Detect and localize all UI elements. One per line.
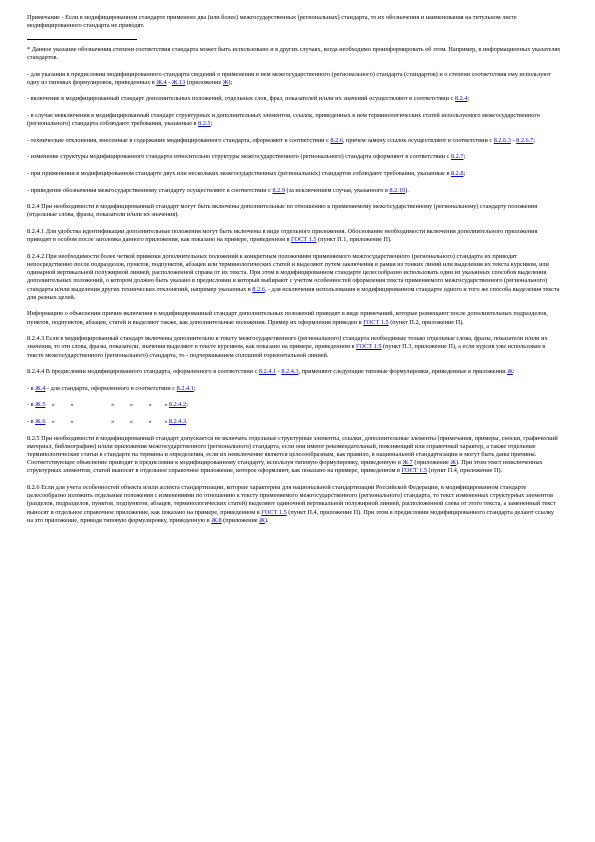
ditto-mark: »: [164, 417, 168, 425]
section-text: 8.2.4.3 Если в модифицированный стандарт включены дополнительно к тексту межгосударственного (регионального) стандарта необходимые только отдельные слова, фразы, показатели и/или их значения, то эти слова, фразы, показатели, значения выделяют в тексте курсивом, как показано на примере, приведенном в: [27, 335, 548, 351]
link-8-2-8[interactable]: 8.2.8: [450, 169, 464, 177]
note-paragraph: [27, 14, 561, 30]
section-text: 8.2.4.2 При необходимости более четкой привязки дополнительных положений к конкретным положениям применяемого межгосударственного (регионального) стандарта их приводят непосредственно после подразделов, пунктов, подпунктов, абзацев или терминологических статей и выделяют путем заключения в рамки из тонких линий или выделения их текста курсивом, или одинарной вертикальной полужирной линией, расположенной справа от их текста. При этом в модифицированном стандарте целесообразно использовать один из указанных способов выделения дополнительных положений, о котором должно быть указано в предисловии и который выбирают с учетом особенностей оформления текста применяемого межгосударственного (регионального) стандарта и/или выделения других технических отклонений, например указанных в: [27, 252, 549, 293]
link-zh13[interactable]: Ж.13: [171, 78, 186, 86]
link-8-2-4-1[interactable]: 8.2.4.1: [176, 384, 194, 392]
section-text: ).: [264, 516, 269, 524]
link-zh7[interactable]: Ж.7: [402, 459, 413, 467]
link-gost-1-5[interactable]: ГОСТ 1.5: [291, 236, 317, 244]
list-item-text: (за исключением случая, указанного в: [284, 186, 390, 194]
link-8-2-6-7[interactable]: 8.2.6.7: [516, 136, 534, 144]
section-text: (пункт П.2, приложение П).: [388, 318, 464, 326]
info-paragraph: [27, 310, 561, 326]
section-text: :: [512, 368, 515, 376]
section-8-2-4-1: [27, 228, 561, 244]
list-item-text: );: [228, 78, 233, 86]
list-item-text: - включение в модифицированный стандарт дополнительных положений, отдельных слов, фраз, показателей и/или их значений осуществляют в соответствии с: [27, 95, 455, 103]
section-text: (пункт П.4, приложение П).: [426, 467, 503, 475]
section-text: (приложение: [412, 459, 451, 467]
link-8-2-5[interactable]: 8.2.5: [198, 120, 211, 128]
footnote-rule: [27, 39, 137, 40]
list-item-text: (приложение: [185, 78, 223, 86]
list-item: [27, 137, 561, 145]
link-8-2-7[interactable]: 8.2.7: [451, 153, 464, 161]
ditto-mark: »: [129, 401, 133, 409]
list-item-text: - в: [27, 417, 36, 425]
list-item-text: - приведение обозначения межгосударственному стандарту осуществляют в соответствии с: [27, 186, 273, 194]
link-gost-1-5[interactable]: ГОСТ 1.5: [261, 508, 287, 516]
link-zh4[interactable]: Ж.4: [156, 78, 167, 86]
section-8-2-6: [27, 484, 561, 525]
section-text: Информацию о объяснении причин включения в модифицированный стандарт дополнительных положений приводят в виде примечаний, которые размещают после дополнительных подразделов, пунктов, подпунктов, абзацев, статей и выделяют также, как дополнительные положения. Пример их оформления приведен в: [27, 310, 548, 326]
link-zh6[interactable]: Ж.6: [35, 417, 46, 425]
list-item-text: .: [186, 417, 188, 425]
section-text: (приложение: [221, 516, 260, 524]
link-8-2-4-3[interactable]: 8.2.4.3: [281, 368, 299, 376]
list-item-text: ;: [533, 136, 536, 144]
section-8-2-4-4: [27, 368, 561, 376]
link-8-2-6[interactable]: 8.2.6: [330, 136, 343, 144]
list-item-text: ;: [210, 120, 213, 128]
link-appendix-zh[interactable]: Ж: [259, 516, 265, 524]
ditto-mark: »: [70, 417, 74, 425]
section-text: -: [276, 368, 282, 376]
list-item-text: -: [510, 136, 517, 144]
note-text: Примечание - Если в модифицированном стандарте применено два (или более) межгосударственных (региональных) стандарта, то их обозначения и наименования на титульном листе модифицированного стандарта не приводят.: [27, 14, 517, 30]
section-text: 8.2.6 Если для учета особенностей объекта и/или аспекта стандартизации, которые характерны для национальной стандартизации Российской Федерации, в модифицированном стандарте целесообразно изложить отдельные положения с изменениями по отношению к тексту применяемого межгосударственного (регионального) стандарта, то текст измененных структурных элементов (разделов, подразделов, пунктов, подпунктов, абзацев, терминологических статей) выделяют одиночной вертикальной полужирной линией, расположенной слева от этого текста, а замененный текст выносят в отдельное справочное приложение, как показано на примере, приведенном в: [27, 483, 556, 516]
list-item-text: ;: [186, 401, 188, 409]
list-item-text: - для стандарта, оформленного в соответствии с: [45, 384, 177, 392]
section-text: 8.2.4.1 Для удобства идентификации дополнительные положения могут быть включены в виде отдельного приложения. Обоснование необходимости включения дополнительного приложения приводят в особом после заголовка данного приложения, как показано на примере, приведенном в: [27, 227, 538, 244]
link-gost-1-5[interactable]: ГОСТ 1.5: [356, 343, 382, 351]
section-text: (пункт П.1, приложение П).: [316, 236, 392, 244]
ditto-mark: »: [111, 417, 115, 425]
section-8-2-4-2: [27, 253, 561, 302]
link-8-2-6-3[interactable]: 8.2.6.3: [493, 136, 511, 144]
section-8-2-5: [27, 435, 561, 476]
list-item: [27, 71, 561, 87]
ditto-mark: »: [51, 401, 55, 409]
list-item-text: - в случае невключения в модифицированный стандарт структурных и дополнительных элементов, ссылок, приведенных в нем терминологических статей используемого межгосударственного (регионального) стандарта соблюдают требования, указанные в: [27, 111, 540, 128]
ditto-mark: »: [51, 417, 55, 425]
list-item-text: ;: [463, 169, 466, 177]
link-appendix-zh[interactable]: Ж: [222, 78, 229, 86]
list-item-text: ;: [467, 95, 470, 103]
ditto-mark: »: [148, 401, 152, 409]
ditto-mark: »: [111, 401, 115, 409]
ditto-mark: »: [70, 401, 74, 409]
section-8-2-4-3: [27, 335, 561, 360]
section-text: , применяют следующие типовые формулировки, приведенные в приложении: [298, 368, 508, 376]
list-item-text: - в: [27, 384, 36, 392]
ditto-mark: »: [148, 417, 152, 425]
link-8-2-9[interactable]: 8.2.9: [272, 186, 285, 194]
list-item-text: ;: [193, 384, 196, 392]
link-zh5[interactable]: Ж.5: [35, 401, 46, 409]
list-item-text: - в: [27, 401, 36, 409]
link-zh4[interactable]: Ж.4: [35, 384, 46, 392]
list-item: [27, 112, 561, 128]
link-8-2-4-2[interactable]: 8.2.4.2: [168, 401, 187, 409]
list-item: [27, 385, 561, 393]
section-8-2-4: [27, 203, 561, 219]
list-item-text: -: [166, 78, 172, 86]
list-item-text: , причем замену ссылок осуществляют в соответствии с: [342, 136, 494, 144]
section-text: 8.2.4 При необходимости в модифицированный стандарт могут быть включены дополнительные по отношению к применяемому межгосударственному (региональному) стандарту положения (отдельные слова, фразы, показатели и/или их значения).: [27, 203, 538, 219]
list-item-text: - при применении в модифицированном стандарте двух или нескольких межгосударственных (региональных) стандартов соблюдают требования, указанные в: [27, 169, 451, 177]
list-item: [27, 401, 561, 409]
ditto-mark: »: [164, 401, 168, 409]
section-text: (пункт П.3, приложение П), а если курсив уже использован в тексте межгосударственного (регионального) стандарта, то - подчеркиванием сплошной горизонтальной линией.: [27, 343, 546, 359]
list-item: [27, 153, 561, 161]
section-text: (пункт П.4, приложение П). При этом в предисловии модифицированного стандарта делают ссылку на это приложение, приводя типовую формулировку, приведенную в: [27, 508, 555, 524]
link-8-2-4-3[interactable]: 8.2.4.3: [168, 417, 187, 425]
list-item-text: - для указания в предисловии модифицированного стандарта сведений о применении в нем межгосударственного (регионального) стандарта (стандартов) и о степени соответствия ему используют одну из типовых формулировок, приведенных в: [27, 70, 551, 86]
link-8-2-6[interactable]: 8.2.6: [252, 285, 265, 293]
link-appendix-zh[interactable]: Ж: [450, 459, 456, 467]
link-8-2-4[interactable]: 8.2.4: [454, 95, 468, 103]
ditto-mark: »: [129, 417, 133, 425]
section-text: , - для исключения использования в модифицированном стандарте одного и того же способа выделения текста для разных целей.: [27, 285, 560, 301]
list-item: [27, 95, 561, 103]
section-text: ). При этом текст невключенных структурных элементов, статей выносят в отдельное справочное приложение, которое оформляют, как показано на примере, приведенном в: [27, 459, 543, 475]
list-item-text: - технические отклонения, внесенные в содержание модифицированного стандарта, оформляют в соответствии с: [27, 136, 331, 144]
link-8-2-10[interactable]: 8.2.10: [389, 186, 406, 194]
list-item: [27, 418, 561, 426]
list-item-text: ).: [405, 186, 409, 194]
link-gost-1-5[interactable]: ГОСТ 1.5: [363, 318, 389, 326]
list-item: [27, 187, 561, 195]
list-item-text: - изменение структуры модифицированного стандарта относительно структуры межгосударственного (регионального) стандарта оформляют в соответствии с: [27, 153, 452, 161]
footnote-text: * Данное указание обозначения степени соответствия стандарта может быть использовано и в других случаях, когда необходимо проинформировать об этом. Например, в информационных указателях стандартов.: [27, 45, 561, 61]
footnote-paragraph: [27, 46, 561, 62]
section-text: 8.2.5 При необходимости в модифицированный стандарт допускается не включать отдельные структурные элементы, ссылки, дополнительные элементы (примечания, примеры, сноски, графический материал, библиографию) и/или приложения межгосударственного (регионального) стандарта, если они имеют рекомендательный, поясняющий или справочный характер, а также отдельные терминологические статьи в стандарте на термины и определения, если их невключение является целесообразным, как правило, в национальной стандартизации и могут быть даны причины. Соответствующее объяснение приводят в предисловии к модифицированному стандарту, используя типовую формулировку, приведенную в: [27, 434, 558, 467]
list-item-text: ;: [463, 153, 466, 161]
section-text: 8.2.4.4 В предисловии модифицированного стандарта, оформленного в соответствии с: [27, 368, 259, 376]
list-item: [27, 170, 561, 178]
link-8-2-4-1[interactable]: 8.2.4.1: [258, 368, 277, 376]
link-gost-1-5[interactable]: ГОСТ 1.5: [401, 467, 427, 475]
link-appendix-zh[interactable]: Ж: [507, 368, 513, 376]
link-zh8[interactable]: Ж.8: [211, 516, 222, 524]
